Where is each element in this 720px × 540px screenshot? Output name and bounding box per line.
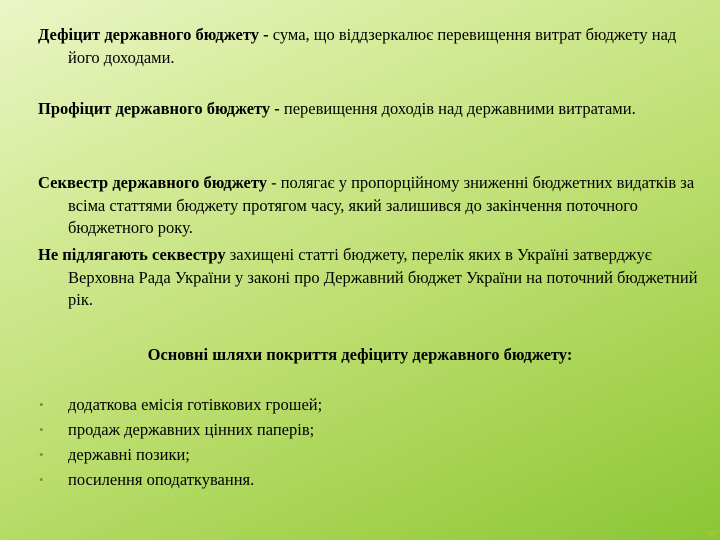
term-deficit: Дефіцит державного бюджету -	[38, 25, 269, 44]
bullet-list	[38, 394, 678, 494]
list-item-text: посилення оподаткування.	[68, 470, 255, 489]
bullet-icon: •	[39, 397, 44, 412]
definition-sequester-text: - полягає у пропорційному зниженні бюджетних видатків за всіма статтями бюджету протягом часу, який залишився до закінчення поточного бюджетного року.	[68, 173, 695, 237]
list-item-text: продаж державних цінних паперів;	[68, 420, 315, 439]
list-item	[38, 394, 678, 419]
term-sequester: Секвестр державного бюджету	[38, 173, 267, 192]
bullet-icon: •	[39, 472, 44, 487]
list-item	[38, 419, 678, 444]
definition-deficit	[38, 24, 698, 69]
list-item-text: додаткова емісія готівкових грошей;	[68, 395, 323, 414]
definition-surplus	[38, 98, 698, 121]
definition-surplus-text: перевищення доходів над державними витратами.	[279, 99, 636, 118]
corner-arrow-icon	[704, 531, 718, 538]
list-item	[38, 469, 678, 494]
bullet-icon: •	[39, 447, 44, 462]
list-item-text: державні позики;	[68, 445, 190, 464]
term-surplus: Профіцит державного бюджету -	[38, 99, 280, 118]
definition-not-sequestered-text: захищені статті бюджету, перелік яких в Україні затверджує Верховна Рада України у законі про Державний бюджет України на поточний бюджетний рік.	[68, 245, 698, 309]
definition-sequester	[38, 172, 698, 240]
list-item	[38, 444, 678, 469]
bullet-icon: •	[39, 422, 44, 437]
definition-not-sequestered	[38, 244, 698, 312]
definition-deficit-text: сума, що віддзеркалює перевищення витрат бюджету над його доходами.	[68, 25, 677, 67]
section-heading: Основні шляхи покриття дефіциту державного бюджету:	[147, 345, 573, 364]
term-not-sequestered: Не підлягають секвестру	[38, 245, 226, 264]
